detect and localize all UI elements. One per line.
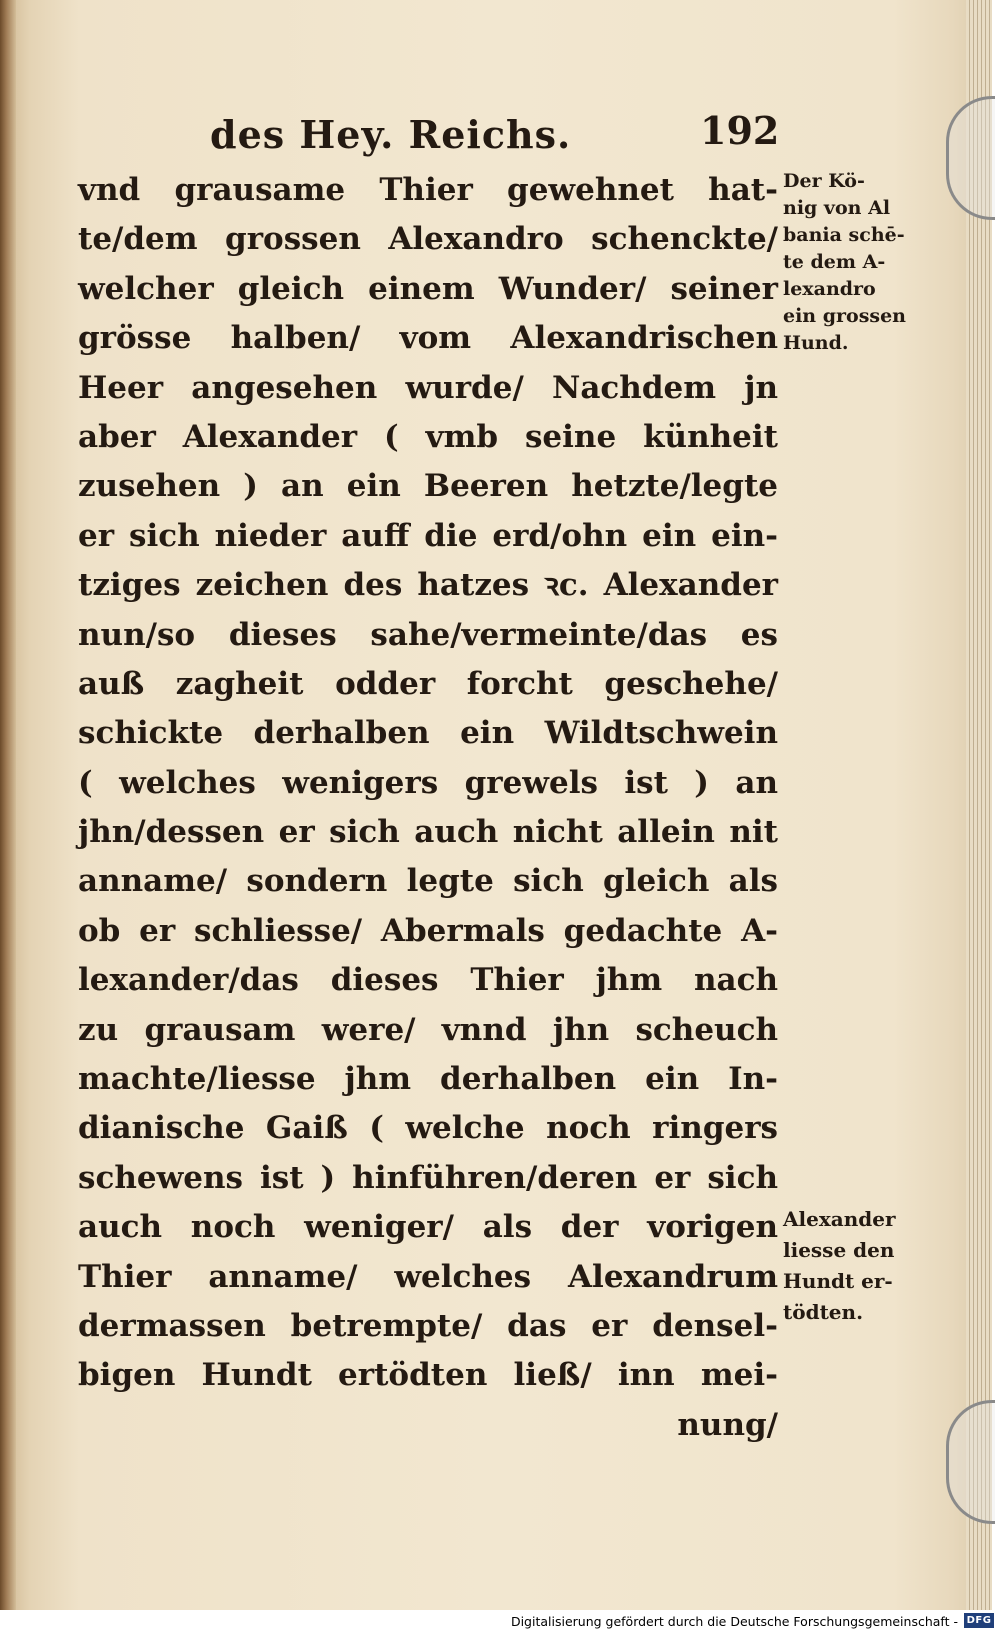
text-line: schickte derhalben ein Wildtschwein bbox=[78, 715, 778, 752]
funding-credit: Digitalisierung gefördert durch die Deutsche Forschungsgemeinschaft - bbox=[510, 1614, 958, 1629]
marginal-note-line: nig von Al bbox=[783, 197, 891, 219]
text-line: jhn/dessen er sich auch nicht allein nit bbox=[78, 814, 778, 851]
text-line: zu grausam were/ vnnd jhn scheuch bbox=[78, 1011, 778, 1048]
text-line: dianische Gaiß ( welche noch ringers bbox=[78, 1110, 778, 1147]
text-line: nun/so dieses sahe/vermeinte/das es bbox=[78, 616, 778, 653]
text-line: te/dem grossen Alexandro schenckte/ bbox=[78, 221, 778, 258]
marginal-note-line: Der Kö- bbox=[783, 170, 865, 192]
marginal-note-line: te dem A- bbox=[783, 251, 886, 273]
marginal-note-line: bania schē- bbox=[783, 224, 905, 246]
text-line: auß zagheit odder forcht geschehe/ bbox=[78, 665, 778, 702]
marginal-note-line: lexandro bbox=[783, 278, 876, 300]
text-line: aber Alexander ( vmb seine künheit bbox=[78, 418, 778, 455]
marginal-note bbox=[783, 1204, 896, 1328]
text-line: tziges zeichen des hatzes ꝛc. Alexander bbox=[78, 567, 778, 604]
body-text bbox=[78, 166, 778, 1450]
text-line: zusehen ) an ein Beeren hetzte/legte bbox=[78, 468, 778, 505]
text-line: dermassen betrempte/ das er densel- bbox=[78, 1307, 778, 1344]
marginal-note-line: Alexander bbox=[783, 1207, 896, 1231]
page-stack-edge bbox=[966, 0, 992, 1610]
text-line: vnd grausame Thier gewehnet hat- bbox=[78, 172, 778, 208]
text-line: ob er schliesse/ Abermals gedachte A- bbox=[78, 912, 778, 949]
book-binding-edge bbox=[0, 0, 16, 1610]
marginal-note-line: tödten. bbox=[783, 1300, 864, 1324]
text-line: auch noch weniger/ als der vorigen bbox=[78, 1209, 778, 1246]
marginal-note bbox=[783, 168, 906, 357]
marginal-note-line: liesse den bbox=[783, 1238, 895, 1262]
running-head: des Hey. Reichs. bbox=[210, 112, 572, 157]
text-line: welcher gleich einem Wunder/ seiner bbox=[78, 270, 778, 307]
text-line: nung/ bbox=[677, 1406, 778, 1443]
text-line: grösse halben/ vom Alexandrischen bbox=[78, 320, 778, 357]
dfg-logo-icon: DFG bbox=[964, 1613, 994, 1628]
page-number: 192 bbox=[700, 108, 780, 153]
text-line: Thier anname/ welches Alexandrum bbox=[78, 1258, 778, 1295]
marginal-note-line: ein grossen bbox=[783, 305, 906, 327]
text-line: Heer angesehen wurde/ Nachdem jn bbox=[78, 369, 778, 406]
text-line: machte/liesse jhm derhalben ein In- bbox=[78, 1061, 778, 1098]
text-line: bigen Hundt ertödten ließ/ inn mei- bbox=[78, 1357, 778, 1394]
text-line: lexander/das dieses Thier jhm nach bbox=[78, 962, 778, 999]
marginal-note-line: Hund. bbox=[783, 332, 849, 354]
text-line: ( welches wenigers grewels ist ) an bbox=[78, 764, 778, 801]
text-line: anname/ sondern legte sich gleich als bbox=[78, 863, 778, 900]
text-line: er sich nieder auff die erd/ohn ein ein- bbox=[78, 517, 778, 554]
marginal-note-line: Hundt er- bbox=[783, 1269, 893, 1293]
text-line: schewens ist ) hinführen/deren er sich bbox=[78, 1159, 778, 1196]
